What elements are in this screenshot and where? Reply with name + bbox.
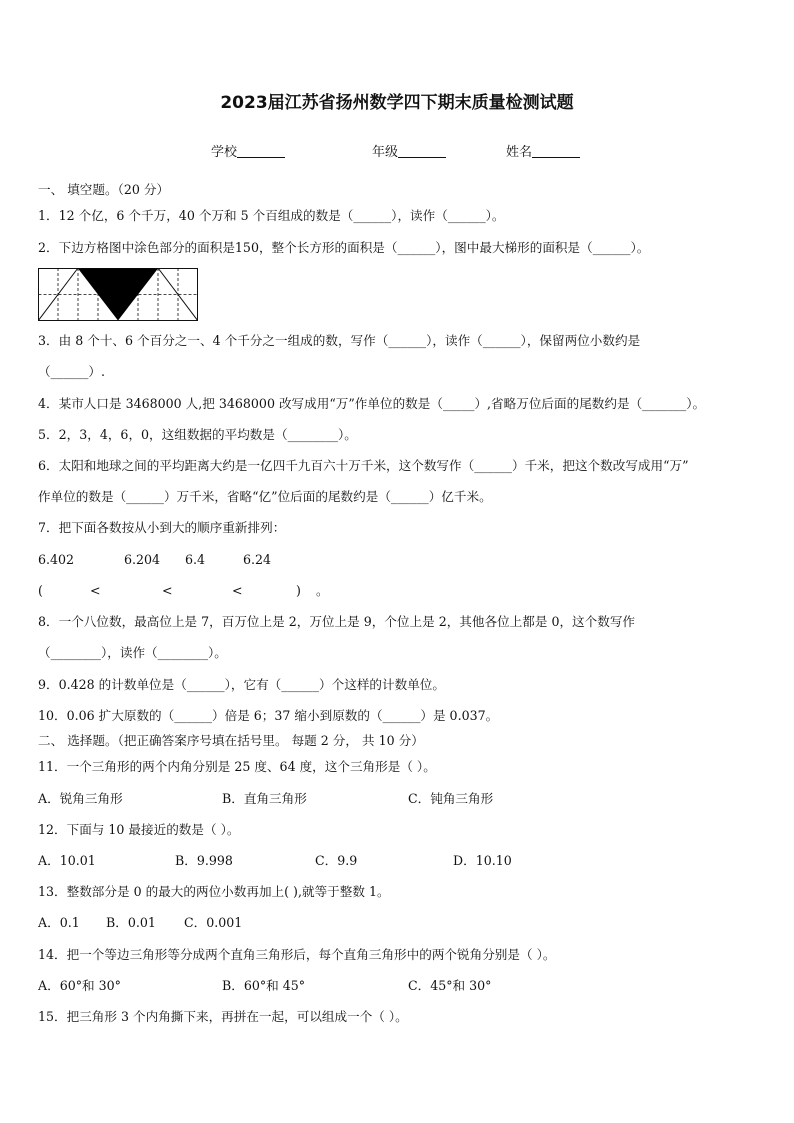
question-11: 11．一个三角形的两个内角分别是 25 度、64 度，这个三角形是（ ）。 bbox=[38, 759, 436, 774]
q11-option-a[interactable]: A．锐角三角形 bbox=[38, 791, 123, 806]
trapezoid-grid-figure bbox=[38, 268, 198, 321]
question-6-line-2: 作单位的数是（______）万千米，省略“亿”位后面的尾数约是（______）亿千米。 bbox=[38, 489, 492, 504]
question-8-line-1: 8．一个八位数，最高位上是 7，百万位上是 2，万位上是 9，个位上是 2，其他各位上都是 0，这个数写作 bbox=[38, 614, 636, 629]
question-3-line-2: （______）. bbox=[38, 364, 105, 379]
q11-option-b[interactable]: B．直角三角形 bbox=[222, 791, 307, 806]
school-field bbox=[211, 141, 285, 160]
question-13: 13．整数部分是 0 的最大的两位小数再加上( ),就等于整数 1。 bbox=[38, 884, 390, 899]
question-9: 9．0.428 的计数单位是（______），它有（______）个这样的计数单位。 bbox=[38, 677, 445, 692]
q7-less-than-1: < bbox=[90, 583, 101, 598]
question-14: 14．把一个等边三角形等分成两个直角三角形后，每个直角三角形中的两个锐角分别是（ ）。 bbox=[38, 947, 556, 962]
q12-option-b[interactable]: B．9.998 bbox=[175, 853, 233, 868]
q7-less-than-2: < bbox=[162, 583, 173, 598]
q7-close-paren: ) bbox=[296, 583, 301, 598]
question-6-line-1: 6．太阳和地球之间的平均距离大约是一亿四千九百六十万千米，这个数写作（______）千米，把这个数改写成用“万” bbox=[38, 458, 689, 473]
question-12: 12．下面与 10 最接近的数是（ ）。 bbox=[38, 822, 240, 837]
question-1: 1．12 个亿，6 个千万，40 个万和 5 个百组成的数是（______），读作（______）。 bbox=[38, 208, 505, 223]
q14-option-c[interactable]: C．45°和 30° bbox=[408, 978, 492, 993]
name-label: 姓名 bbox=[506, 145, 533, 160]
grade-blank[interactable] bbox=[398, 145, 446, 158]
q12-option-d[interactable]: D．10.10 bbox=[453, 853, 512, 868]
question-10: 10．0.06 扩大原数的（______）倍是 6；37 缩小到原数的（______）是 0.037。 bbox=[38, 708, 499, 723]
school-blank[interactable] bbox=[237, 145, 285, 158]
q7-open-paren: ( bbox=[38, 583, 43, 598]
question-5: 5．2，3，4，6，0，这组数据的平均数是（________）。 bbox=[38, 427, 357, 442]
q12-option-a[interactable]: A．10.01 bbox=[38, 853, 96, 868]
section-two-heading: 二、 选择题。（把正确答案序号填在括号里。 每题 2 分， 共 10 分） bbox=[38, 733, 424, 748]
question-4: 4．某市人口是 3468000 人,把 3468000 改写成用“万”作单位的数是（_____）,省略万位后面的尾数约是（_______）。 bbox=[38, 396, 706, 411]
q12-option-c[interactable]: C．9.9 bbox=[315, 853, 358, 868]
q14-option-b[interactable]: B．60°和 45° bbox=[222, 978, 306, 993]
q13-option-c[interactable]: C．0.001 bbox=[184, 915, 243, 930]
school-label: 学校 bbox=[211, 145, 238, 160]
page-title: 2023届江苏省扬州数学四下期末质量检测试题 bbox=[220, 93, 574, 113]
grade-label: 年级 bbox=[372, 145, 399, 160]
question-8-line-2: （________），读作（________）。 bbox=[38, 645, 227, 660]
question-7: 7．把下面各数按从小到大的顺序重新排列： bbox=[38, 520, 286, 535]
q11-option-c[interactable]: C．钝角三角形 bbox=[408, 791, 494, 806]
q7-less-than-3: < bbox=[232, 583, 243, 598]
q7-number-1: 6.402 bbox=[38, 552, 75, 567]
q7-number-3: 6.4 bbox=[185, 552, 206, 567]
question-15: 15．把三角形 3 个内角撕下来，再拼在一起，可以组成一个（ ）。 bbox=[38, 1009, 408, 1024]
q7-number-2: 6.204 bbox=[124, 552, 161, 567]
question-3-line-1: 3．由 8 个十、6 个百分之一、4 个千分之一组成的数，写作（______），读作（______），保留两位小数约是 bbox=[38, 333, 641, 348]
grade-field bbox=[372, 141, 446, 160]
q7-period: 。 bbox=[316, 583, 329, 598]
name-field bbox=[506, 141, 580, 160]
q13-option-a[interactable]: A．0.1 bbox=[38, 915, 80, 930]
section-one-heading: 一、 填空题。（20 分） bbox=[38, 182, 170, 197]
q7-number-4: 6.24 bbox=[243, 552, 272, 567]
name-blank[interactable] bbox=[532, 145, 580, 158]
q13-option-b[interactable]: B．0.01 bbox=[106, 915, 156, 930]
question-2: 2．下边方格图中涂色部分的面积是150，整个长方形的面积是（______），图中最大梯形的面积是（______）。 bbox=[38, 240, 650, 255]
q14-option-a[interactable]: A．60°和 30° bbox=[38, 978, 121, 993]
